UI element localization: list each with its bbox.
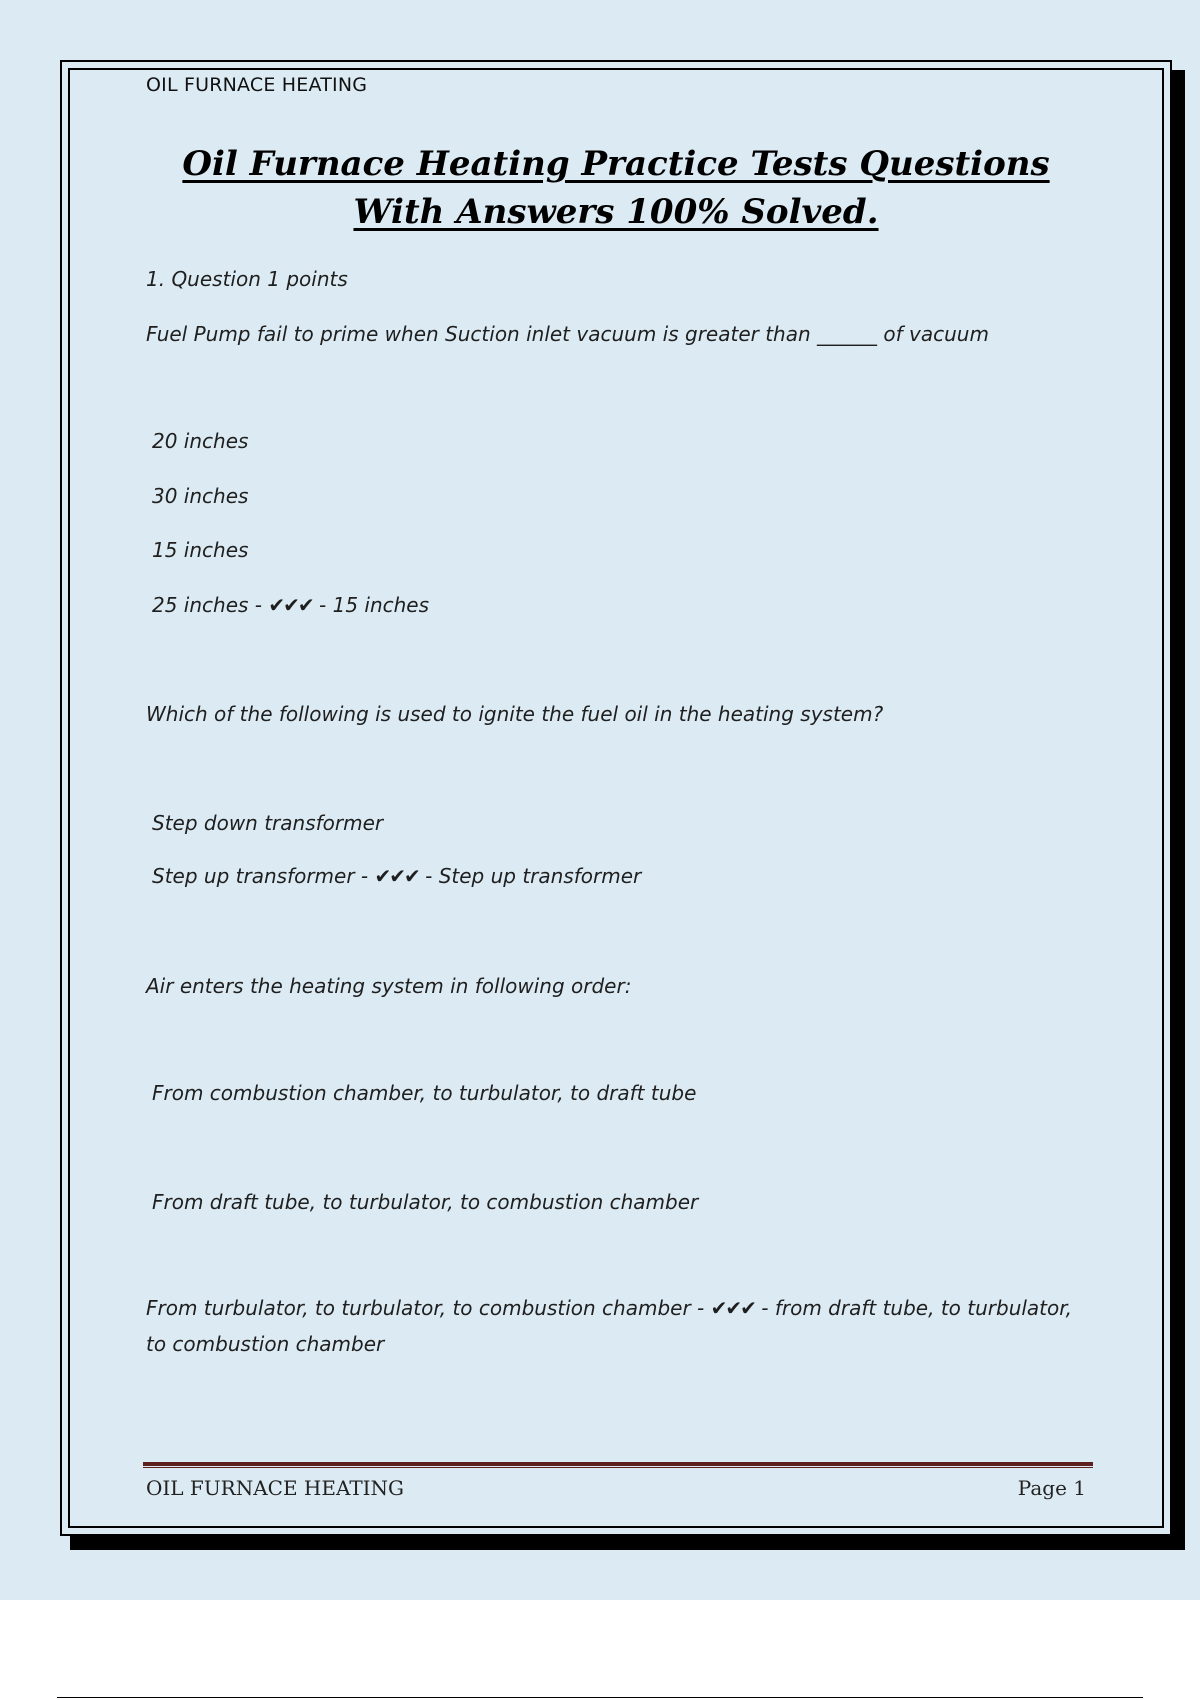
page-number: Page 1 (1017, 1476, 1086, 1500)
question-1-answer-option: 25 inches - (152, 593, 263, 617)
question-3-answer-option: From turbulator, to turbulator, to combustion chamber - (146, 1296, 705, 1320)
question-3-answer (146, 1290, 1086, 1362)
question-2-prompt: Which of the following is used to ignite the fuel oil in the heating system? (146, 702, 884, 726)
footer-title: OIL FURNACE HEATING (146, 1476, 405, 1500)
check-mark-icon: ✔✔✔ (268, 593, 313, 617)
question-1-prompt: Fuel Pump fail to prime when Suction inlet vacuum is greater than ______ of vacuum (146, 322, 989, 346)
question-2-answer-text: - Step up transformer (425, 864, 642, 888)
question-1-option-3: 15 inches (152, 538, 249, 562)
document-title (146, 140, 1086, 236)
question-3-answer-text: - from draft tube, to turbulator, to combustion chamber (146, 1296, 1073, 1356)
footer-divider (143, 1462, 1093, 1468)
next-page-divider (57, 1697, 1143, 1698)
check-mark-icon: ✔✔✔ (374, 864, 419, 888)
question-1-answer (152, 593, 429, 617)
question-3-prompt: Air enters the heating system in following order: (146, 974, 632, 998)
question-2-option-1: Step down transformer (152, 811, 384, 835)
title-line-2: With Answers 100% Solved. (353, 192, 879, 232)
question-1-label: 1. Question 1 points (146, 267, 348, 291)
question-1-option-2: 30 inches (152, 484, 249, 508)
question-3-option-1: From combustion chamber, to turbulator, to draft tube (152, 1081, 697, 1105)
title-line-1: Oil Furnace Heating Practice Tests Questions (182, 144, 1050, 184)
question-1-answer-text: - 15 inches (319, 593, 430, 617)
question-2-answer (152, 864, 641, 888)
check-mark-icon: ✔✔✔ (710, 1296, 755, 1320)
running-header: OIL FURNACE HEATING (146, 74, 368, 96)
question-1-option-1: 20 inches (152, 429, 249, 453)
question-2-answer-option: Step up transformer - (152, 864, 369, 888)
question-3-option-2: From draft tube, to turbulator, to combustion chamber (152, 1190, 699, 1214)
